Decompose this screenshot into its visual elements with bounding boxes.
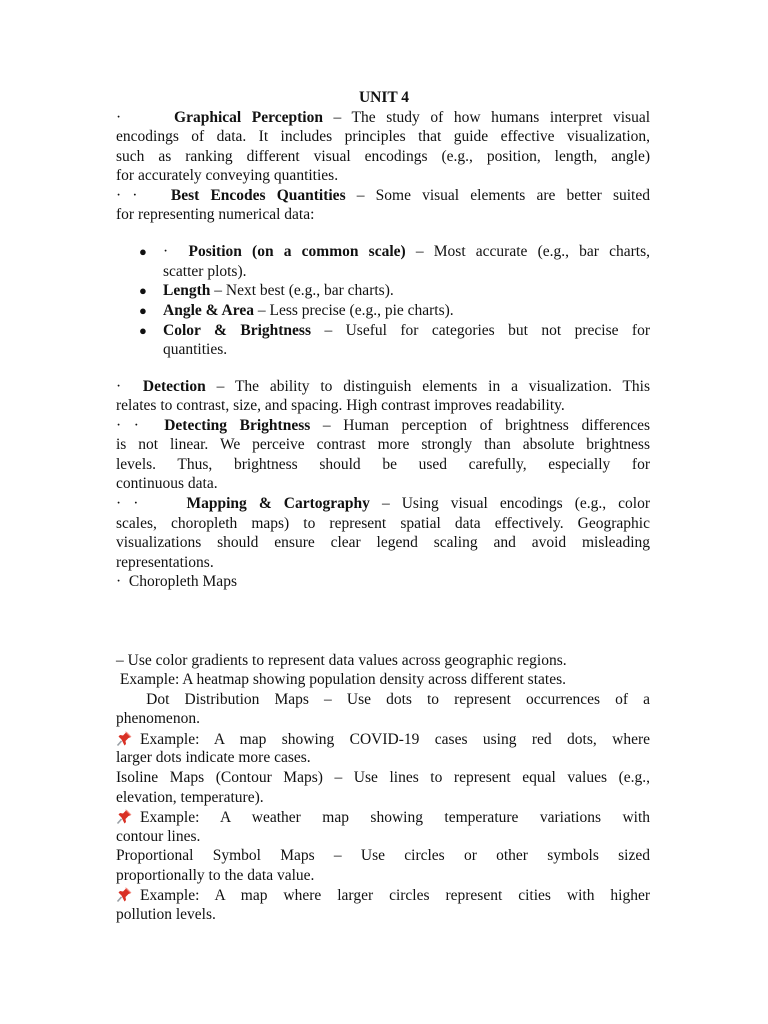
term: Detection [142, 378, 206, 395]
paragraph-line: Proportional Symbol Maps – Use circles or other symbols sized [116, 847, 650, 864]
paragraph-line: Dot Distribution Maps – Use dots to represent occurrences of a [116, 691, 650, 708]
line-text: Example: A map showing COVID-19 cases using red dots, where [140, 731, 650, 748]
paragraph-line: · Choropleth Maps [116, 573, 237, 590]
term: Best Encodes Quantities [170, 187, 346, 204]
paragraph-line [116, 416, 650, 436]
list-bullet: ● [139, 283, 147, 298]
page-title: UNIT 4 [358, 89, 410, 106]
paragraph-line: relates to contrast, size, and spacing. High contrast improves readability. [116, 397, 565, 414]
paragraph-line: continuous data. [116, 475, 218, 492]
term: Graphical Perception [174, 109, 323, 126]
paragraph-line [116, 729, 650, 749]
paragraph-line: larger dots indicate more cases. [116, 749, 311, 766]
paragraph-line: elevation, temperature). [116, 789, 264, 806]
list-bullet: ● [139, 244, 147, 259]
paragraph-line: Example: A heatmap showing population density across different states. [116, 671, 566, 688]
paragraph-line [116, 377, 650, 397]
list-item-line [163, 301, 650, 321]
term: Position (on a common scale) [188, 243, 406, 260]
term: Color & Brightness [163, 322, 311, 339]
bullet-dot: · · [116, 187, 138, 204]
paragraph-line: Isoline Maps (Contour Maps) – Use lines to represent equal values (e.g., [116, 769, 650, 786]
paragraph-line: visualizations should ensure clear legend scaling and avoid misleading [116, 534, 650, 551]
list-item-line [163, 242, 650, 262]
paragraph-line: contour lines. [116, 828, 201, 845]
paragraph-line: phenomenon. [116, 710, 200, 727]
paragraph-line: is not linear. We perceive contrast more strongly than absolute brightness [116, 436, 650, 453]
line-text: Example: A map where larger circles represent cities with higher [140, 887, 650, 904]
list-item-line: quantities. [163, 341, 228, 358]
line-text: – Next best (e.g., bar charts). [214, 282, 394, 299]
paragraph-line [116, 186, 650, 206]
line-text: – Some visual elements are better suited [356, 187, 650, 204]
paragraph-line [116, 807, 650, 827]
paragraph-line: scales, choropleth maps) to represent spatial data effectively. Geographic [116, 515, 650, 532]
list-item-line: scatter plots). [163, 263, 247, 280]
paragraph-line: such as ranking different visual encodings (e.g., position, length, angle) [116, 148, 650, 165]
term: Mapping & Cartography [186, 495, 370, 512]
line-text: – Human perception of brightness differences [322, 417, 651, 434]
paragraph-line: – Use color gradients to represent data values across geographic regions. [116, 652, 567, 669]
paragraph-line: encodings of data. It includes principles that guide effective visualization, [116, 128, 650, 145]
bullet-dot: · [116, 109, 122, 126]
line-text: – Useful for categories but not precise for [324, 322, 651, 339]
paragraph-line: representations. [116, 554, 214, 571]
line-text: Example: A weather map showing temperature variations with [140, 809, 650, 826]
bullet-dot: · [116, 378, 122, 395]
paragraph-line: for accurately conveying quantities. [116, 167, 339, 184]
list-item-line [163, 321, 650, 341]
list-item-line [163, 281, 650, 301]
line-text: – Most accurate (e.g., bar charts, [415, 243, 650, 260]
paragraph-line: levels. Thus, brightness should be used carefully, especially for [116, 456, 650, 473]
pushpin-icon [116, 807, 136, 825]
bullet-dot: · · [116, 417, 139, 434]
pushpin-icon [116, 885, 136, 903]
paragraph-line [116, 885, 650, 905]
paragraph-line: pollution levels. [116, 906, 216, 923]
term: Length [163, 282, 211, 299]
pushpin-icon [116, 729, 136, 747]
term: Angle & Area [163, 302, 254, 319]
paragraph-line [116, 494, 650, 514]
list-bullet: ● [139, 303, 147, 318]
line-text: – Using visual encodings (e.g., color [381, 495, 651, 512]
paragraph-line: proportionally to the data value. [116, 867, 315, 884]
term: Detecting Brightness [164, 417, 311, 434]
bullet-dot: · [163, 243, 169, 260]
list-bullet: ● [139, 323, 147, 338]
paragraph-line: for representing numerical data: [116, 206, 315, 223]
line-text: – Less precise (e.g., pie charts). [257, 302, 454, 319]
line-text: – The study of how humans interpret visual [333, 109, 651, 126]
bullet-dot: · · [116, 495, 139, 512]
paragraph-line [116, 108, 650, 128]
line-text: – The ability to distinguish elements in a visualization. This [216, 378, 651, 395]
